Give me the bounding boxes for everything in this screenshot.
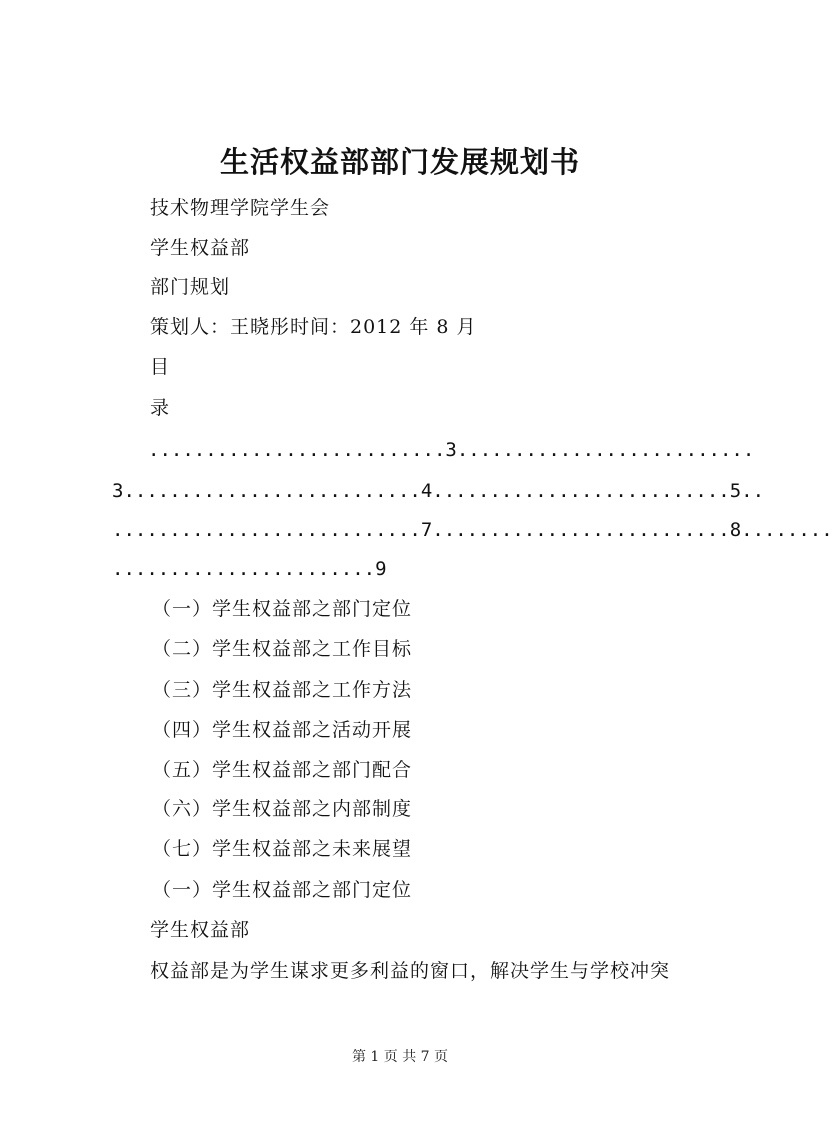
toc-item: （七）学生权益部之未来展望 xyxy=(152,838,413,860)
toc-item: （五）学生权益部之部门配合 xyxy=(152,759,413,781)
toc-item: （三）学生权益部之工作方法 xyxy=(152,679,413,701)
toc-dot-leader-line: ...........................7..........................8........ xyxy=(112,519,833,541)
section-subheading: 学生权益部 xyxy=(150,919,251,941)
toc-dot-leader-line: .......................9 xyxy=(112,558,387,580)
toc-item: （二）学生权益部之工作目标 xyxy=(152,638,413,660)
planner-and-date: 策划人：王晓彤时间：2012 年 8 月 xyxy=(150,316,477,338)
page-number-footer: 第 1 页 共 7 页 xyxy=(351,1049,449,1065)
toc-item: （一）学生权益部之部门定位 xyxy=(152,598,413,620)
toc-heading-part1: 目 xyxy=(150,356,171,378)
org-name: 技术物理学院学生会 xyxy=(150,197,331,219)
toc-dot-leader-line: ..........................3.......................... xyxy=(148,439,755,461)
section-heading: （一）学生权益部之部门定位 xyxy=(152,879,413,901)
document-title: 生活权益部部门发展规划书 xyxy=(219,145,580,179)
toc-item: （四）学生权益部之活动开展 xyxy=(152,719,413,741)
toc-item: （六）学生权益部之内部制度 xyxy=(152,798,413,820)
body-paragraph: 权益部是为学生谋求更多利益的窗口，解决学生与学校冲突 xyxy=(150,960,671,982)
toc-dot-leader-line: 3..........................4..........................5.. xyxy=(112,480,765,502)
department-name: 学生权益部 xyxy=(150,237,251,259)
toc-heading-part2: 录 xyxy=(150,397,171,419)
plan-label: 部门规划 xyxy=(150,276,231,298)
